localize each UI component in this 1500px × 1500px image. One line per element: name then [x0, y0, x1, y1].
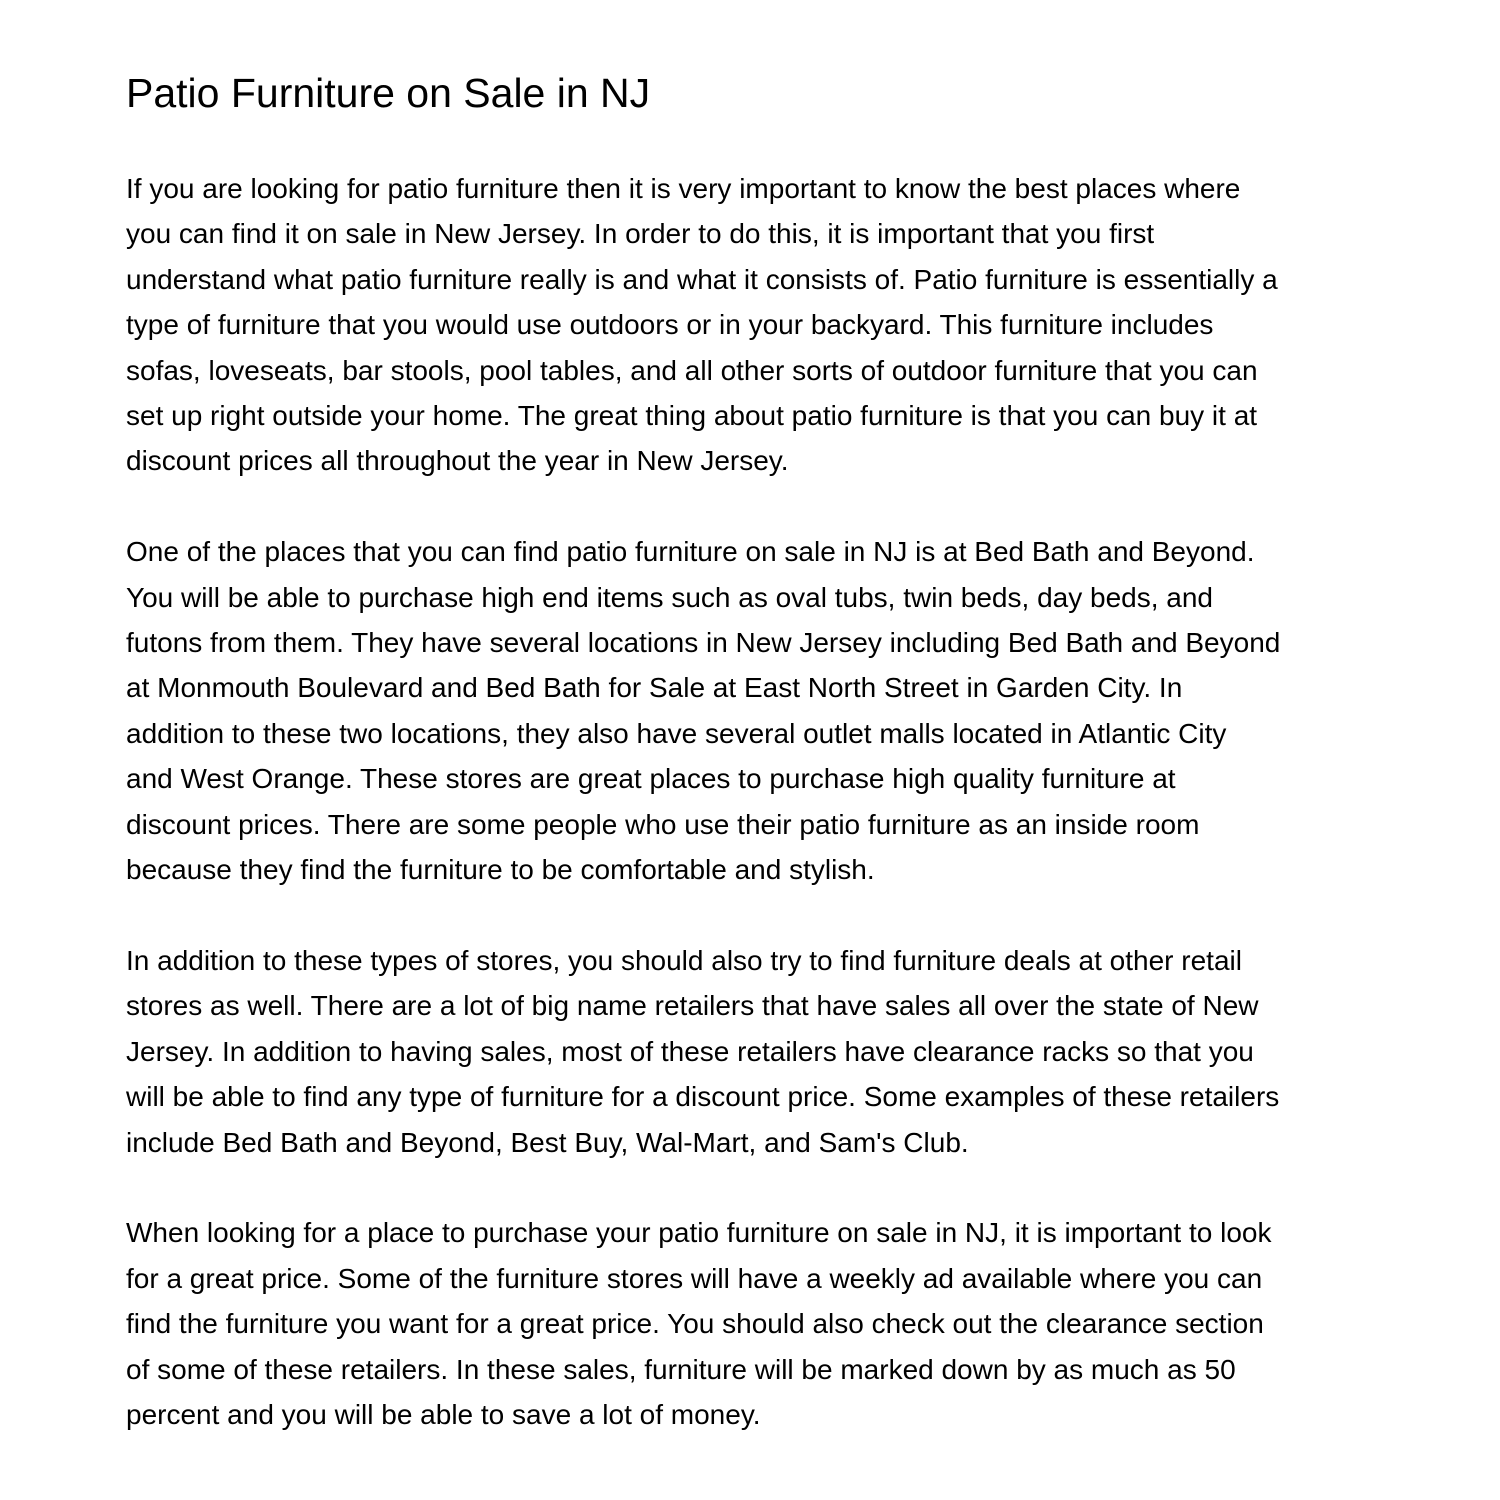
text-line: for a great price. Some of the furniture stores will have a weekly ad available where you can: [126, 1262, 1263, 1294]
text-line: percent and you will be able to save a lot of money.: [126, 1398, 761, 1430]
text-line: When looking for a place to purchase your patio furniture on sale in NJ, it is important to look: [126, 1217, 1272, 1249]
text-line: find the furniture you want for a great price. You should also check out the clearance section: [126, 1308, 1264, 1340]
text-line: and West Orange. These stores are great places to purchase high quality furniture at: [126, 763, 1176, 795]
text-line: In addition to these types of stores, you should also try to find furniture deals at other retail: [126, 944, 1242, 976]
text-line: will be able to find any type of furniture for a discount price. Some examples of these retailers: [126, 1081, 1280, 1113]
text-line: include Bed Bath and Beyond, Best Buy, Wal-Mart, and Sam's Club.: [126, 1126, 969, 1158]
text-line: understand what patio furniture really is and what it consists of. Patio furniture is essentially a: [126, 263, 1278, 295]
text-line: discount prices. There are some people who use their patio furniture as an inside room: [126, 808, 1200, 840]
text-line: One of the places that you can find patio furniture on sale in NJ is at Bed Bath and Beyond.: [126, 536, 1255, 568]
text-line: type of furniture that you would use outdoors or in your backyard. This furniture includes: [126, 309, 1214, 341]
text-line: set up right outside your home. The great thing about patio furniture is that you can buy it at: [126, 400, 1258, 432]
text-line: If you are looking for patio furniture then it is very important to know the best places where: [126, 173, 1241, 204]
paragraph: [126, 166, 1280, 484]
text-line: Jersey. In addition to having sales, most of these retailers have clearance racks so that you: [126, 1035, 1254, 1067]
paragraph: [126, 1210, 1280, 1437]
document-body: [126, 166, 1280, 1483]
text-line: you can find it on sale in New Jersey. In order to do this, it is important that you first: [126, 218, 1155, 250]
text-line: sofas, loveseats, bar stools, pool tables, and all other sorts of outdoor furniture that you can: [126, 354, 1258, 386]
text-line: stores as well. There are a lot of big name retailers that have sales all over the state of New: [126, 990, 1259, 1022]
paragraph: [126, 938, 1280, 1165]
text-line: discount prices all throughout the year in New Jersey.: [126, 445, 789, 477]
document-title: Patio Furniture on Sale in NJ: [126, 70, 651, 116]
text-line: of some of these retailers. In these sales, furniture will be marked down by as much as 50: [126, 1353, 1236, 1385]
text-line: at Monmouth Boulevard and Bed Bath for Sale at East North Street in Garden City. In: [126, 672, 1183, 704]
text-line: addition to these two locations, they also have several outlet malls located in Atlantic City: [126, 717, 1227, 749]
paragraph: [126, 529, 1280, 892]
text-line: You will be able to purchase high end items such as oval tubs, twin beds, day beds, and: [126, 581, 1213, 613]
text-line: futons from them. They have several locations in New Jersey including Bed Bath and Beyond: [126, 627, 1281, 659]
text-line: because they find the furniture to be comfortable and stylish.: [126, 854, 875, 886]
